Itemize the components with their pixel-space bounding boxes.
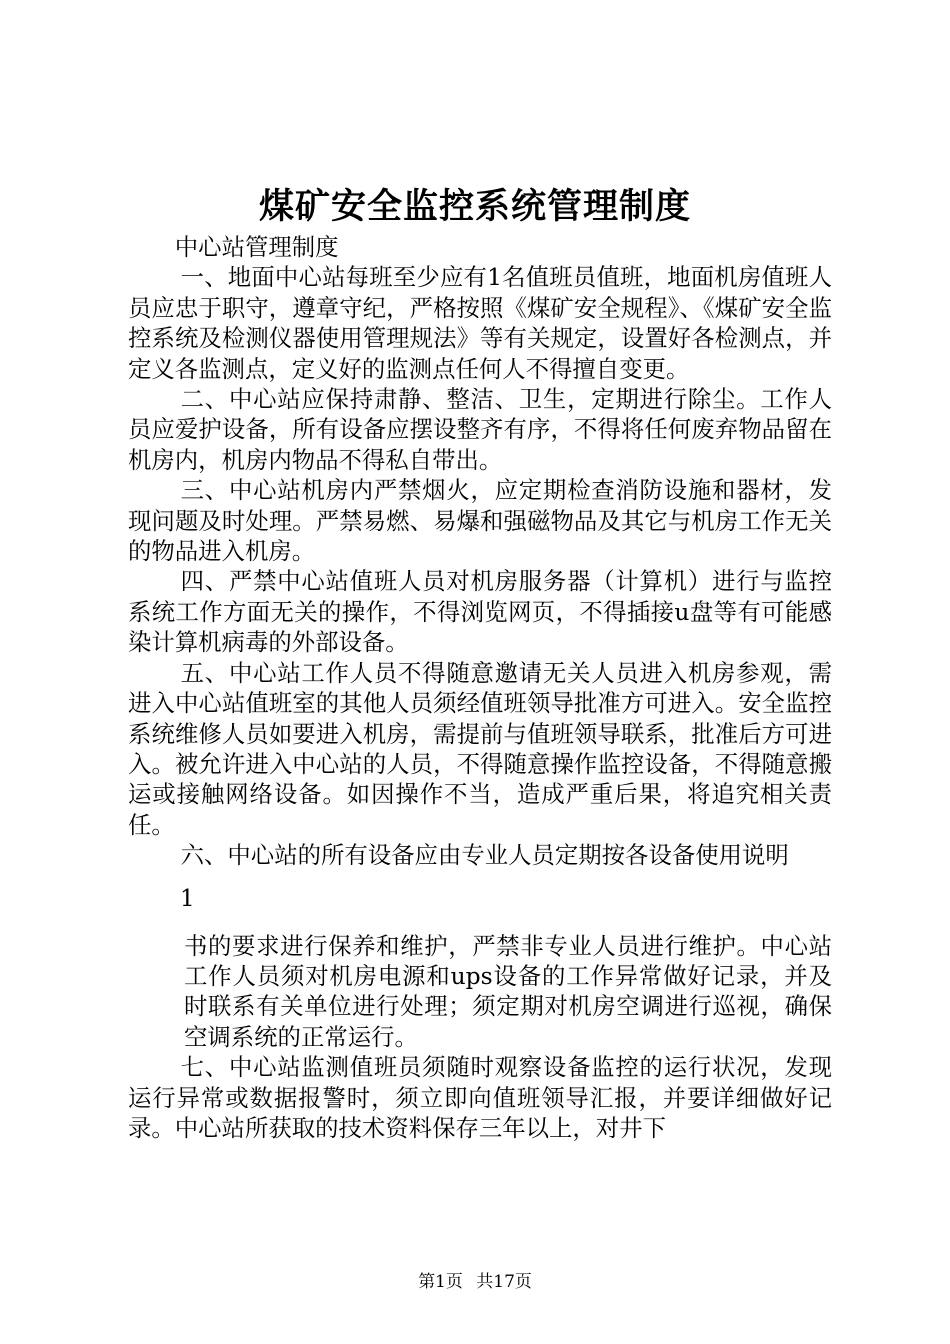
paragraph-4: 四、严禁中心站值班人员对机房服务器（计算机）进行与监控系统工作方面无关的操作，不得浏览网页，不得插接u盘等有可能感染计算机病毒的外部设备。 <box>128 567 832 657</box>
document-title: 煤矿安全监控系统管理制度 <box>258 186 691 227</box>
paragraph-3: 三、中心站机房内严禁烟火，应定期检查消防设施和器材，发现问题及时处理。严禁易燃、易爆和强磁物品及其它与机房工作无关的物品进入机房。 <box>128 476 832 566</box>
paragraph-2: 二、中心站应保持肃静、整洁、卫生，定期进行除尘。工作人员应爱护设备，所有设备应摆设整齐有序，不得将任何废弃物品留在机房内，机房内物品不得私自带出。 <box>128 385 832 474</box>
section-subheading: 中心站管理制度 <box>174 233 339 261</box>
paragraph-6: 六、中心站的所有设备应由专业人员定期按各设备使用说明 <box>180 841 789 870</box>
document-body <box>128 232 832 1143</box>
paragraph-7: 七、中心站监测值班员须随时观察设备监控的运行状况，发现运行异常或数据报警时，须立即向值班领导汇报，并要详细做好记录。中心站所获取的技术资料保存三年以上，对井下 <box>128 1053 832 1142</box>
page-footer <box>0 1272 950 1292</box>
inline-page-number: 1 <box>180 885 195 912</box>
footer-page-label: 第1页 <box>418 1272 463 1292</box>
paragraph-5: 五、中心站工作人员不得随意邀请无关人员进入机房参观，需进入中心站值班室的其他人员须经值班领导批准方可进入。安全监控系统维修人员如要进入机房，需提前与值班领导联系，批准后方可进入。被允许进入中心站的人员，不得随意操作监控设备，不得随意搬运或接触网络设备。如因操作不当，造成严重后果，将追究相关责任。 <box>128 658 832 839</box>
paragraph-1: 一、地面中心站每班至少应有1名值班员值班，地面机房值班人员应忠于职守，遵章守纪，严格按照《煤矿安全规程》、《煤矿安全监控系统及检测仪器使用管理规法》等有关规定，设置好各检测点，并定义各监测点，定义好的监测点任何人不得擅自变更。 <box>128 263 832 383</box>
paragraph-6-continued: 书的要求进行保养和维护，严禁非专业人员进行维护。中心站工作人员须对机房电源和ups设备的工作异常做好记录，并及时联系有关单位进行处理；须定期对机房空调进行巡视，确保空调系统的正常运行。 <box>184 931 832 1051</box>
footer-total-label: 共17页 <box>476 1272 532 1292</box>
